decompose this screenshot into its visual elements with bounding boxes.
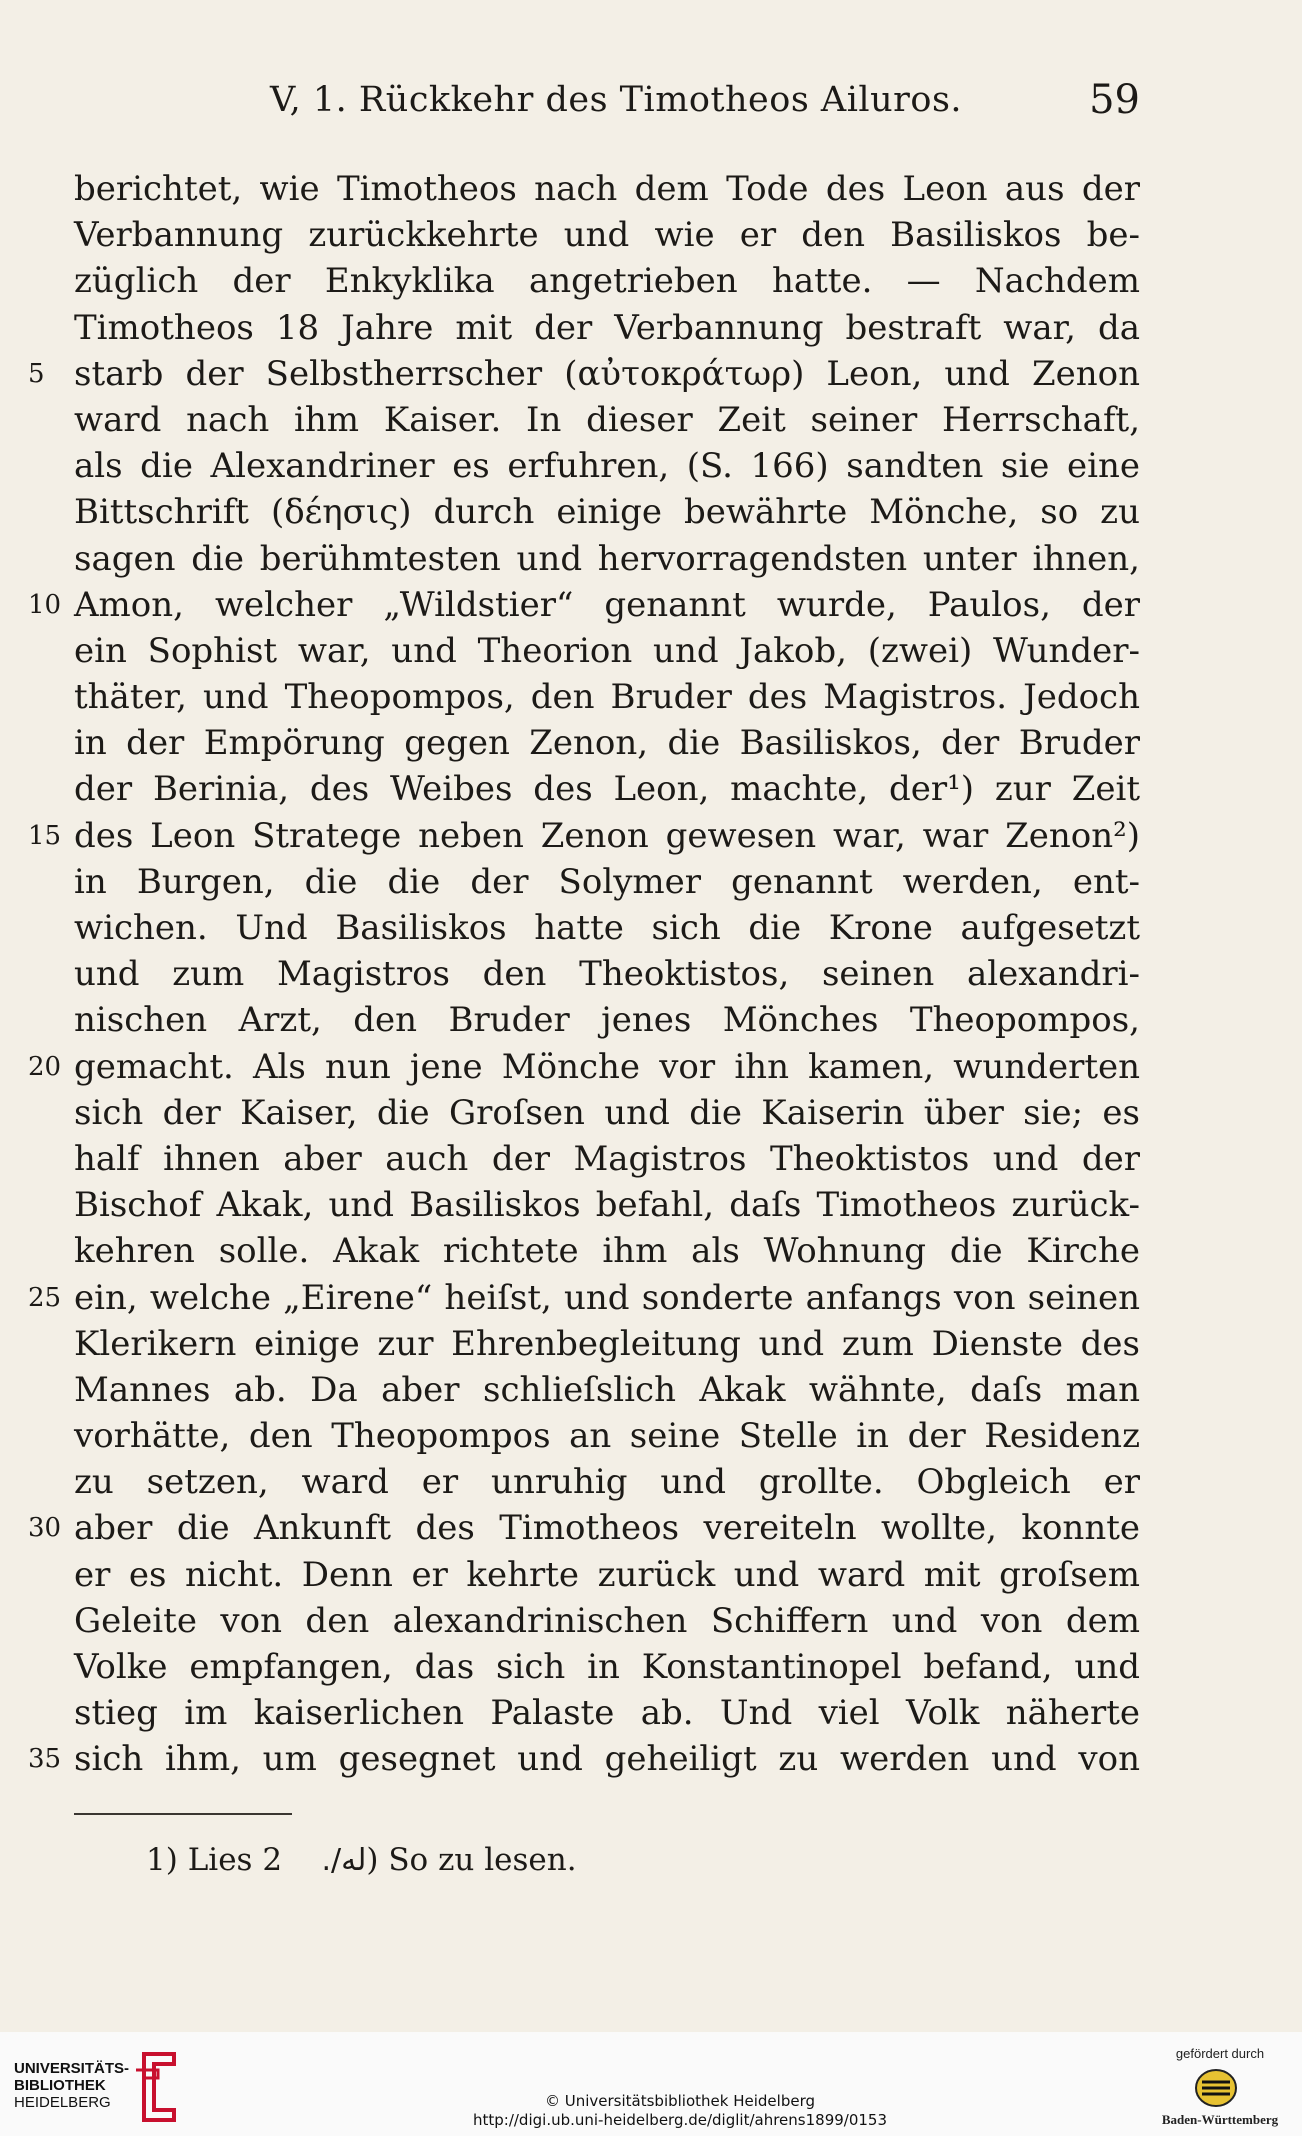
text-line [74,258,1140,304]
text-line [74,397,1140,443]
text-line [74,1459,1140,1505]
footnote-1-arabic: ﻟﻪ/. [321,1843,367,1878]
line-text: der Berinia, des Weibes des Leon, machte, der¹) zur Zeit [74,769,1140,810]
line-text: Bischof Akak, und Basiliskos befahl, daſs Timotheos zurück- [74,1185,1140,1226]
text-line [74,951,1140,997]
line-text: Verbannung zurückkehrte und wie er den Basiliskos be- [74,215,1140,256]
text-line [74,1367,1140,1413]
line-number: 5 [28,358,45,389]
line-number: 10 [28,589,62,620]
line-number: 20 [28,1051,62,1082]
text-line [28,1275,1140,1321]
text-line [74,166,1140,212]
line-text: starb der Selbstherrscher (αὐτοκράτωρ) Leon, und Zenon [74,353,1140,394]
text-line [74,1598,1140,1644]
text-line [74,1413,1140,1459]
text-line [74,628,1140,674]
body-text [28,166,1140,1783]
line-text: berichtet, wie Timotheos nach dem Tode des Leon aus der [74,169,1140,209]
copyright-notice [420,2092,940,2130]
line-text: thäter, und Theopompos, den Bruder des Magistros. Jedoch [74,677,1140,718]
text-line [28,582,1140,628]
line-text: kehren solle. Akak richtete ihm als Wohnung die Kirche [74,1231,1140,1272]
text-line [74,1090,1140,1136]
text-line [74,1690,1140,1736]
text-line [74,1552,1140,1598]
text-line [74,212,1140,258]
line-text: Klerikern einige zur Ehrenbegleitung und zum Dienste des [74,1323,1140,1364]
line-number: 15 [28,820,62,851]
funded-by-label: gefördert durch [1175,2046,1265,2061]
line-text: sich ihm, um gesegnet und geheiligt zu werden und von [74,1739,1140,1780]
text-line [28,813,1140,859]
line-text: Mannes ab. Da aber schlieſslich Akak wähnte, daſs man [74,1369,1140,1410]
line-text: Bittschrift (δέησις) durch einige bewährte Mönche, so zu [74,492,1140,533]
text-line [74,1182,1140,1228]
line-text: ein, welche „Eirene“ heiſst, und sonderte anfangs von seinen [74,1277,1140,1318]
text-line [74,859,1140,905]
page-number: 59 [1089,77,1140,123]
text-line [74,720,1140,766]
text-line [74,674,1140,720]
line-number: 30 [28,1513,62,1544]
library-mark-icon [134,2050,180,2124]
library-name-line-3: HEIDELBERG [14,2094,111,2111]
line-text: und zum Magistros den Theoktistos, seinen alexandri- [74,954,1140,995]
text-line [28,1505,1140,1551]
text-line [74,997,1140,1043]
library-name-line-1: UNIVERSITÄTS- [14,2060,130,2077]
text-line [74,1136,1140,1182]
funder-name: Baden-Württemberg [1161,2112,1279,2127]
footnote-2-mark: 2) [262,1842,379,1878]
line-text: ward nach ihm Kaiser. In dieser Zeit seiner Herrschaft, [74,399,1140,440]
line-text: half ihnen aber auch der Magistros Theoktistos und der [74,1138,1140,1179]
line-text: er es nicht. Denn er kehrte zurück und ward mit groſsem [74,1554,1140,1595]
line-text: aber die Ankunft des Timotheos vereiteln wollte, konnte [74,1508,1140,1549]
line-text: wichen. Und Basiliskos hatte sich die Krone aufgesetzt [74,908,1140,948]
line-text: gemacht. Als nun jene Mönche vor ihn kamen, wunderten [74,1046,1140,1087]
text-line [74,443,1140,489]
line-text: zu setzen, ward er unruhig und grollte. Obgleich er [74,1462,1140,1503]
line-text: sagen die berühmtesten und hervorragendsten unter ihnen, [74,538,1140,579]
text-line [74,305,1140,351]
text-line [74,905,1140,951]
text-line [74,766,1140,812]
line-text: als die Alexandriner es erfuhren, (S. 166) sandten sie eine [74,446,1140,487]
line-text: Amon, welcher „Wildstier“ genannt wurde, Paulos, der [74,584,1140,625]
text-line [74,1228,1140,1274]
text-line [74,489,1140,535]
running-title: V, 1. Rückkehr des Timotheos Ailuros. [270,80,963,120]
line-text: Geleite von den alexandrinischen Schiffern und von dem [74,1600,1140,1641]
coat-of-arms-icon [1194,2068,1238,2108]
text-line [74,1321,1140,1367]
line-text: züglich der Enkyklika angetrieben hatte. — Nachdem [74,261,1140,302]
text-line [28,1044,1140,1090]
line-text: des Leon Stratege neben Zenon gewesen war, war Zenon²) [74,815,1140,856]
footnote-1-mark: 1) [146,1842,178,1878]
text-line [28,351,1140,397]
footnotes [146,1838,577,1883]
footnote-rule [74,1813,292,1815]
permalink[interactable]: http://digi.ub.uni-heidelberg.de/diglit/ahrens1899/0153 [472,2111,888,2129]
line-text: ein Sophist war, und Theorion und Jakob, (zwei) Wunder- [74,630,1140,671]
line-text: in Burgen, die die der Solymer genannt werden, ent- [74,861,1140,902]
text-line [28,1736,1140,1782]
line-text: Volke empfangen, das sich in Konstantinopel befand, und [74,1647,1140,1687]
copyright-text: © Universitätsbibliothek Heidelberg [544,2092,815,2110]
line-number: 35 [28,1744,62,1775]
text-line [74,536,1140,582]
footnote-2-text: So zu lesen. [388,1842,577,1878]
line-text: stieg im kaiserlichen Palaste ab. Und viel Volk näherte [74,1693,1140,1734]
line-number: 25 [28,1282,62,1313]
line-text: vorhätte, den Theopompos an seine Stelle in der Residenz [74,1416,1140,1457]
line-text: nischen Arzt, den Bruder jenes Mönches Theopompos, [74,1000,1140,1041]
line-text: Timotheos 18 Jahre mit der Verbannung bestraft war, da [74,307,1140,348]
library-name-line-2: BIBLIOTHEK [14,2077,106,2094]
line-text: sich der Kaiser, die Groſsen und die Kaiserin über sie; es [74,1092,1140,1133]
line-text: in der Empörung gegen Zenon, die Basiliskos, der Bruder [74,723,1140,764]
text-line [74,1644,1140,1690]
footnote-1-text: Lies [187,1842,253,1878]
